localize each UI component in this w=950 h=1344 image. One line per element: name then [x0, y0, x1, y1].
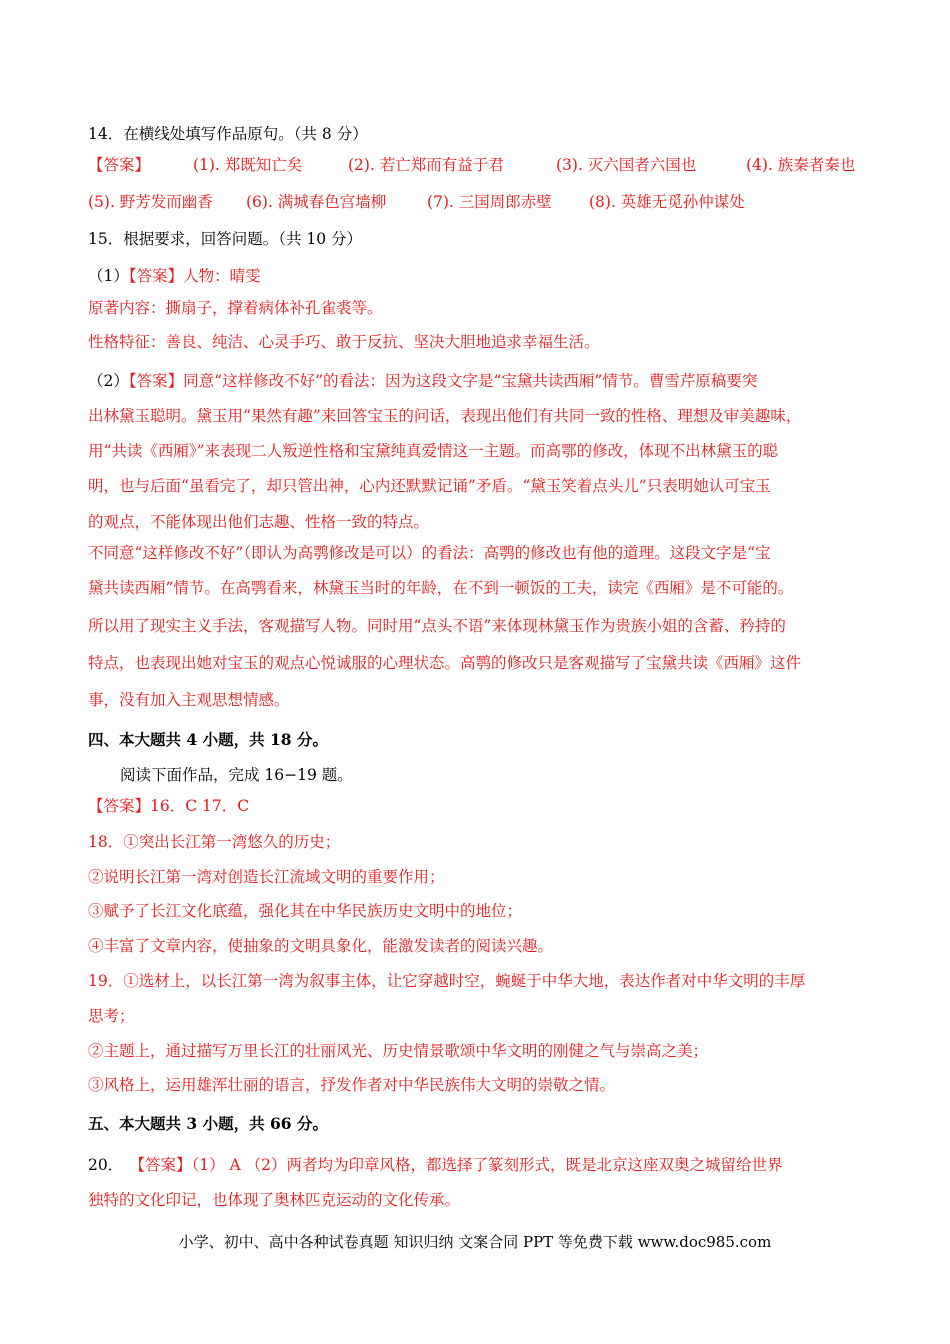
section5-heading: 五、本大题共 3 小题，共 66 分。	[88, 1114, 328, 1133]
q15-part1-line2: 原著内容：撕扇子，撑着病体补孔雀裘等。	[88, 299, 383, 317]
q20-text: （1） A （2）两者均为印章风格，都选择了篆刻形式，既是北京这座双奥之城留给世界	[191, 1156, 783, 1174]
q20-line2: 独特的文化印记，也体现了奥林匹克运动的文化传承。	[88, 1191, 461, 1209]
q15-part2-line: 特点，也表现出她对宝玉的观点心悦诚服的心理状态。高鹗的修改只是客观描写了宝黛共读《西厢》这件	[88, 654, 802, 672]
q15-part1-line3: 性格特征：善良、纯洁、心灵手巧、敢于反抗、坚决大胆地追求幸福生活。	[88, 333, 600, 351]
q14-item-1: (1). 郑既知亡矣	[193, 156, 303, 174]
q15-part1-text: 人物：晴雯	[183, 267, 261, 285]
q14-item-6: (6). 满城春色宫墙柳	[246, 193, 387, 211]
section4-answer-text: 16．C 17．C	[150, 797, 250, 815]
q15-title: 15．根据要求，回答问题。（共 10 分）	[88, 230, 363, 248]
q15-part2-line: 黛共读西厢”情节。在高鹗看来，林黛玉当时的年龄，在不到一顿饭的工夫，读完《西厢》是不可能的。	[88, 579, 794, 597]
q15-part2-text: 同意“这样修改不好”的看法：因为这段文字是“宝黛共读西厢”情节。曹雪芹原稿要突	[183, 372, 758, 390]
answer-label: 【答案】	[128, 372, 184, 390]
q18-line: ③赋予了长江文化底蕴，强化其在中华民族历史文明中的地位；	[88, 902, 523, 920]
q14-item-8: (8). 英雄无觅孙仲谋处	[589, 193, 745, 211]
q15-part2-line1	[88, 371, 757, 391]
q15-part1-prefix: （1）	[88, 267, 129, 285]
answer-label: 【答案】	[88, 797, 151, 815]
q14-title: 14．在横线处填写作品原句。（共 8 分）	[88, 125, 368, 143]
section4-intro: 阅读下面作品，完成 16−19 题。	[120, 766, 353, 784]
page-footer: 小学、初中、高中各种试卷真题 知识归纳 文案合同 PPT 等免费下载 www.doc985.com	[178, 1233, 772, 1251]
q15-part2-line: 用“共读《西厢》”来表现二人叛逆性格和宝黛纯真爱情这一主题。而高鄂的修改，体现不出林黛玉的聪	[88, 442, 779, 460]
section4-heading: 四、本大题共 4 小题，共 18 分。	[88, 730, 328, 749]
answer-label: 【答案】	[128, 267, 184, 285]
q15-part2-line: 明，也与后面“虽看完了，却只管出神，心内还默默记诵”矛盾。“黛玉笑着点头儿”只表明她认可宝玉	[88, 477, 771, 495]
q18-line: 18．①突出长江第一湾悠久的历史；	[88, 833, 341, 851]
q14-item-5: (5). 野芳发而幽香	[88, 193, 213, 211]
q14-item-2: (2). 若亡郑而有益于君	[348, 156, 504, 174]
q19-line: 思考；	[88, 1007, 135, 1025]
q14-item-4: (4). 族秦者秦也	[746, 156, 856, 174]
q14-item-7: (7). 三国周郎赤壁	[427, 193, 552, 211]
q20-number: 20．	[88, 1156, 124, 1174]
q15-part2-line: 的观点，不能体现出他们志趣、性格一致的特点。	[88, 513, 430, 531]
q18-line: ④丰富了文章内容，使抽象的文明具象化，能激发读者的阅读兴趣。	[88, 937, 554, 955]
section4-answer	[88, 796, 249, 816]
q14-item-3: (3). 灭六国者六国也	[556, 156, 697, 174]
q20-line1	[88, 1155, 783, 1175]
q15-part2-line: 事，没有加入主观思想情感。	[88, 691, 290, 709]
q15-part2-line: 不同意“这样修改不好”（即认为高鹗修改是可以）的看法：高鹗的修改也有他的道理。这段文字是“宝	[88, 544, 771, 562]
q15-part1-line1	[88, 266, 261, 286]
q19-line: ②主题上，通过描写万里长江的壮丽风光、历史情景歌颂中华文明的刚健之气与崇高之美；	[88, 1042, 709, 1060]
q19-line: 19．①选材上，以长江第一湾为叙事主体，让它穿越时空，蜿蜒于中华大地，表达作者对中华文明的丰厚	[88, 972, 806, 990]
q15-part2-prefix: （2）	[88, 372, 129, 390]
answer-label: 【答案】	[137, 1156, 192, 1174]
q19-line: ③风格上，运用雄浑壮丽的语言，抒发作者对中华民族伟大文明的崇敬之情。	[88, 1076, 616, 1094]
q15-part2-line: 所以用了现实主义手法，客观描写人物。同时用“点头不语”来体现林黛玉作为贵族小姐的含蓄、矜持的	[88, 617, 786, 635]
answer-label: 【答案】	[88, 156, 151, 174]
q15-part2-line: 出林黛玉聪明。黛玉用“果然有趣”来回答宝玉的问话，表现出他们有共同一致的性格、理想及审美趣味，	[88, 407, 802, 425]
q18-line: ②说明长江第一湾对创造长江流域文明的重要作用；	[88, 868, 445, 886]
